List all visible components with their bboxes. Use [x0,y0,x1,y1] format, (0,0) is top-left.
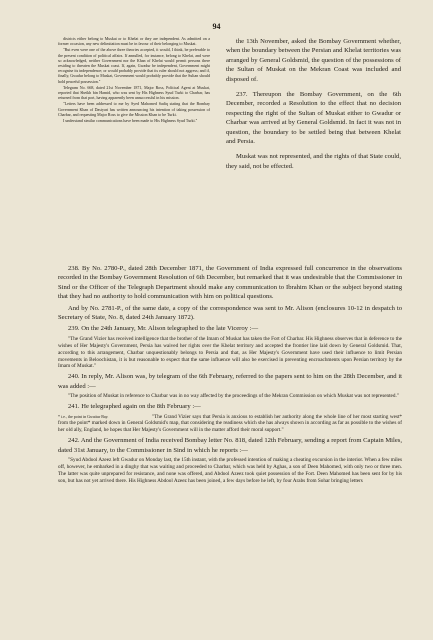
paragraph-242: 242. And the Government of India received Bombay letter No. 818, dated 12th February, sending a report from Captain Miles, dated 31st January, to the Commissioner in Sind in which he reports :— [58,437,402,454]
footnote: * i.e., the point in Gwattur Bay. [58,413,109,419]
quotation-241-block [58,414,402,437]
right-paragraph: Muskat was not represented, and the rights of that State could, they said, not be effected. [226,153,401,170]
left-note-paragraph: I understand similar communications have been made to His Highness Syud Turki." [63,118,198,124]
page-number: 94 [212,22,221,31]
paragraph-240: 240. In reply, Mr. Alison was, by telegram of the 6th February, referred to the papers sent to him on the 28th December, and it was added :— [58,373,402,390]
left-note-paragraph: "But even were one of the above three theories accepted, it would, I think, be preferable to the present condition of political affairs. If annulled, for instance, belong to Khelat, and were so acknowledged, neither Government nor the Khan of Khelat would permit persons there residing to threaten the Muskat coast. If, again, Gwadur be independent, Government might recognise its independence; or would probably provide that its ruler should not aggress; and if, finally, Gwadur belong to Muskat, Government would probably provide that the Sultan should hold peaceful possession." [58,47,210,84]
paragraph-237: 237. Thereupon the Bombay Government, on the 6th December, recorded a Resolution to the effect that no decision respecting the right of the Sultan of Muskat either to Gwadur or Charbar was arrived at by General Goldsmid. In fact it was not in question, the boundary to be settled being that between Khelat and Persia. [226,91,401,146]
paragraph-241: 241. He telegraphed again on the 8th February :— [68,403,201,411]
right-column-text [226,37,401,177]
quotation-239: "The Grand Vizier has received intelligence that the brother of the Imam of Muskat has taken the Fort of Charbar. His Highness observes that in deference to the wishes of Her Majesty's Government, Persia has waived her rights over the Khelat territory and accepted the frontier line laid down by General Goldsmid. That, according to this arrangement, Charbar unquestionably belongs to Persia and that, as Her Majesty's Government have used their influence to limit Persian movements in Beloochistan, it is but reasonable to expect that the same influence will also be exercised in preventing encroachments upon Persian territory by the Imam of Muskat." [58,335,402,370]
left-column-notes [58,36,210,124]
quotation-242: "Syud Abdool Azeez left Gwadur on Monday last, the 15th instant, with the professed intention of making a cheating excursion in the interior. When a few miles off, however, he embarked in a dinghy that was waiting and proceeded to Charbar, which was held by Aghas, a son of Deen Mahomed, with only two or three men. The latter was quite unprepared for resistance, and none was offered, and Abdool Azeez took quiet possession of the Fort. Deen Mahomed has been sent for by his son, but has not yet arrived there. His Highness Abdool Azeez has been joined, a few days before he left, by four Arabs from Sohar bringing letters [58,457,402,484]
right-paragraph: the 13th November, asked the Bombay Government whether, when the boundary between the Persian and Khelat territories was arranged by General Goldsmid, the question of the possessions of the Sultan of Muskat on the Mekran Coast was included and disposed of. [226,38,401,83]
left-note-paragraph: districts either belong to Muskat or to Khelat or they are independent. As admitted on a former occasion, any new delimitation must be in favour of their belonging to Muskat. [58,36,210,47]
paragraph-238: 238. By No. 2780-P., dated 28th December 1871, the Government of India expressed full concurrence in the observations recorded in the Bombay Government Resolution of 6th December, but remarked that it was undesirable that the Commissioner in Sind or the Officer of the Telegraph Department should make any communication to Ibrahim Khan or the subject beyond stating that they had no authority to hold communication with him on political questions. [58,265,402,301]
paragraph-238-continued: And by No. 2781-P., of the same date, a copy of the correspondence was sent to Mr. Alison (enclosures 10-12 in despatch to Secretary of State, No. 8, dated 24th January 1872). [58,304,402,322]
quotation-240: "The position of Muskat in reference to Charbar was in no way affected by the proceedings of the Mekran Commission on which Muskat was not represented." [68,393,399,400]
left-note-paragraph: Telegram No. 668, dated 21st November 1871, Major Ross, Political Agent at Muskat, reported that Sheikh bin Hamid, who was sent by His Highness Syud Turki to Charbar, has returned from that port, having apparently been unsuccessful in his mission. [58,84,210,101]
paragraph-239: 239. On the 24th January, Mr. Alison telegraphed to the late Viceroy :— [68,325,259,333]
left-note-paragraph: "Letters have been addressed to me by Syed Mahomed Sadiq stating that the Bombay Government Khan of Dastyari has written announcing his intention of taking possession of Charbar, and requesting Major Ross to give the Mission Khan to be Turki. [58,101,210,117]
main-body [58,264,402,487]
quotation-241: "The Grand Vizier says that Persia is anxious to establish her authority along the whole line of her most starting west* from the point* marked down in General Goldsmid's map, that considering the readiness which she has always shown in according as far as possible to the wishes of her old ally, England, he hopes that Her Majesty's Government will in the matter afford their moral support." [58,413,402,434]
